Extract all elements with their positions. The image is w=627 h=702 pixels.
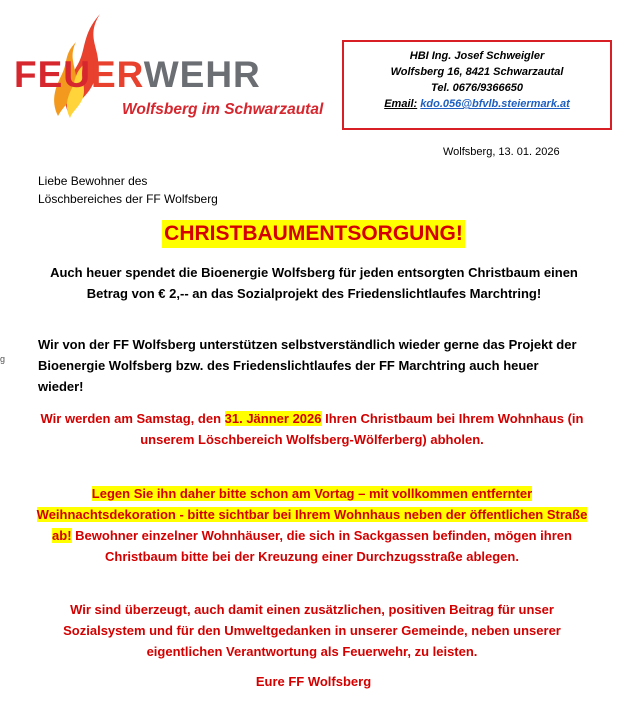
title-container <box>0 220 627 248</box>
greeting-line-1: Liebe Bewohner des <box>38 174 148 188</box>
contact-address: Wolfsberg 16, 8421 Schwarzautal <box>390 66 564 78</box>
letter-date: Wolfsberg, 13. 01. 2026 <box>443 146 560 158</box>
contact-name: HBI Ing. Josef Schweigler <box>409 50 545 62</box>
contact-box <box>342 40 612 130</box>
greeting-line-2: Löschbereiches der FF Wolfsberg <box>38 192 218 206</box>
paragraph-donation: Auch heuer spendet die Bioenergie Wolfsberg für jeden entsorgten Christbaum einen Betrag von € 2,-- an das Sozialprojekt des Friedenslichtlaufes Marchtring! <box>50 265 578 301</box>
greeting <box>38 172 218 208</box>
margin-mark: g <box>0 354 6 364</box>
email-label: Email: <box>384 98 418 110</box>
paragraph-instructions <box>34 483 590 567</box>
contact-email-row <box>344 96 610 112</box>
pickup-text-before: Wir werden am Samstag, den <box>40 411 225 426</box>
feuerwehr-logo <box>12 12 332 124</box>
pickup-date-highlight: 31. Jänner 2026 <box>224 411 322 426</box>
page-title: CHRISTBAUMENTSORGUNG! <box>162 220 465 248</box>
email-link[interactable]: kdo.056@bfvlb.steiermark.at <box>420 98 570 110</box>
instructions-rest: Bewohner einzelner Wohnhäuser, die sich in Sackgassen befinden, mögen ihren Christbaum bitte bei der Kreuzung einer Durchzugsstraße ablegen. <box>71 528 572 564</box>
contact-phone: Tel. 0676/9366650 <box>431 82 523 94</box>
signature: Eure FF Wolfsberg <box>255 674 372 689</box>
paragraph-pickup <box>34 408 590 450</box>
logo-wordmark: FEUERWEHR <box>14 54 261 95</box>
paragraph-support: Wir von der FF Wolfsberg unterstützen selbstverständlich wieder gerne das Projekt der Bioenergie Wolfsberg bzw. des Friedenslichtlaufes der FF Marchtring auch heuer wieder! <box>38 337 577 394</box>
logo-subtitle: Wolfsberg im Schwarzautal <box>122 101 324 118</box>
pickup-text-after: Ihren Christbaum bei Ihrem Wohnhaus (in unserem Löschbereich Wolfsberg-Wölferberg) abholen. <box>140 411 584 447</box>
paragraph-closing: Wir sind überzeugt, auch damit einen zusätzlichen, positiven Beitrag für unser Sozialsystem und für den Umweltgedanken in unserer Gemeinde, neben unserer eigentlichen Verantwortung als Feuerwehr, zu leisten. <box>63 602 561 659</box>
instructions-highlight: Legen Sie ihn daher bitte schon am Vortag – mit vollkommen entfernter Weihnachtsdekoration - bitte sichtbar bei Ihrem Wohnhaus neben der öffentlichen Straße ab! <box>36 486 588 543</box>
